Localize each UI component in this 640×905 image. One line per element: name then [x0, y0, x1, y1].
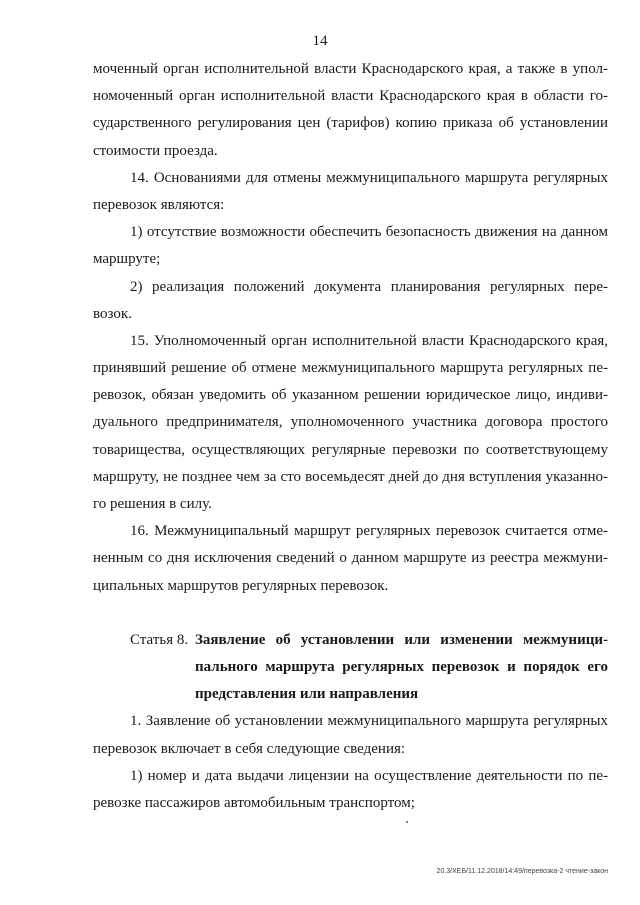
- text-line: 1. Заявление об установлении межмуниципального маршрута регулярных: [130, 713, 608, 730]
- text-line: стоимости проезда.: [93, 142, 218, 159]
- paragraph-article8-1: [93, 708, 608, 762]
- article-heading: [93, 627, 608, 709]
- text-line: маршруте;: [93, 251, 161, 268]
- article-title-line: пального маршрута регулярных перевозок и порядок его: [195, 658, 608, 675]
- text-line: ревозке пассажиров автомобильным транспортом;: [93, 794, 415, 811]
- text-line: 2) реализация положений документа планирования регулярных пере-: [130, 278, 608, 295]
- text-line: 1) номер и дата выдачи лицензии на осуществление деятельности по пе-: [130, 767, 608, 784]
- text-line: перевозок являются:: [93, 196, 225, 213]
- list-item-2: [93, 274, 608, 328]
- text-line: го решения в силу.: [93, 496, 212, 512]
- article-label: Статья 8.: [130, 631, 189, 648]
- page-number: 14: [312, 33, 328, 49]
- scan-speck: [406, 821, 408, 823]
- document-body: [93, 56, 608, 817]
- text-line: 1) отсутствие возможности обеспечить безопасность движения на данном: [130, 224, 608, 241]
- paragraph-15: [93, 328, 608, 518]
- article-title-line: Заявление об установлении или изменении межмуници-: [195, 631, 608, 648]
- text-line: сударственного регулирования цен (тарифов) копию приказа об установлении: [93, 115, 608, 132]
- text-line: ненным со дня исключения сведений о данном маршруте из реестра межмуни-: [93, 550, 608, 567]
- list-item-1: [93, 219, 608, 273]
- text-line: 14. Основаниями для отмены межмуниципального маршрута регулярных: [130, 169, 608, 186]
- text-line: моченный орган исполнительной власти Краснодарского края, а также в упол-: [93, 61, 608, 77]
- spacer: [93, 600, 608, 627]
- text-line: ципальных маршрутов регулярных перевозок.: [93, 577, 389, 594]
- paragraph-continuation: [93, 56, 608, 165]
- list-item-article8-1: [93, 763, 608, 817]
- article-title-line: представления или направления: [195, 686, 419, 703]
- text-line: 15. Уполномоченный орган исполнительной власти Краснодарского края,: [130, 332, 608, 349]
- footer-code: 20.3/ХЕБ/11.12.2018/14:49/перевозка-2 чтение-закон: [436, 868, 608, 875]
- text-line: возок.: [93, 305, 132, 322]
- text-line: перевозок включает в себя следующие сведения:: [93, 740, 406, 757]
- text-line: принявший решение об отмене межмуниципального маршрута регулярных пе-: [93, 360, 608, 377]
- paragraph-14: [93, 165, 608, 219]
- text-line: дуального предпринимателя, уполномоченного участника договора простого: [93, 414, 608, 431]
- text-line: ревозок, обязан уведомить об указанном решении юридическое лицо, индиви-: [93, 387, 608, 404]
- text-line: товарищества, осуществляющих регулярные перевозки по соответствующему: [93, 441, 608, 458]
- text-line: 16. Межмуниципальный маршрут регулярных перевозок считается отме-: [130, 523, 608, 540]
- paragraph-16: [93, 518, 608, 600]
- text-line: маршруту, не позднее чем за сто восемьдесят дней до дня вступления указанно-: [93, 468, 608, 485]
- text-line: номоченный орган исполнительной власти Краснодарского края в области го-: [93, 88, 608, 105]
